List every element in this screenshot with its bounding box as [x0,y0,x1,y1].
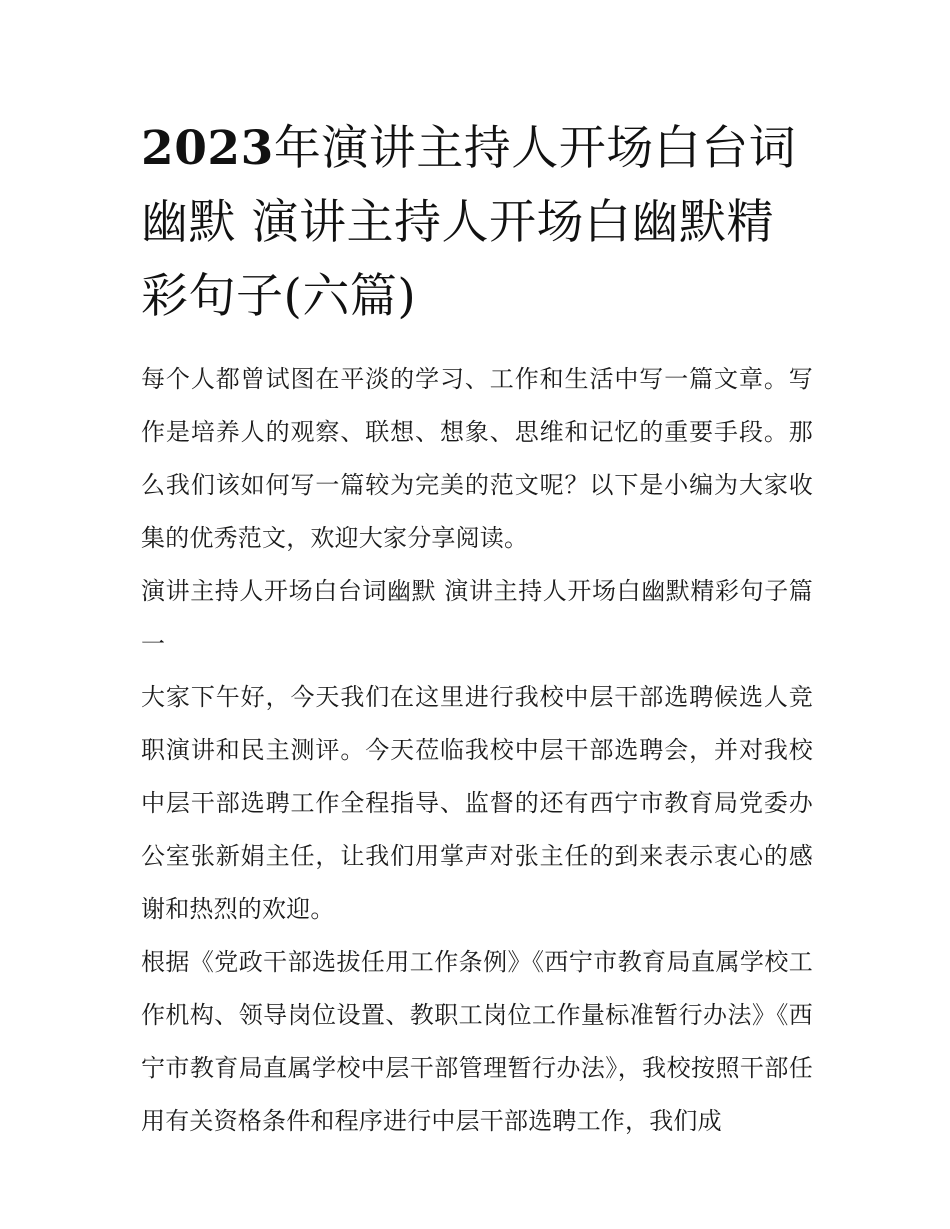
intro-paragraph: 每个人都曾试图在平淡的学习、工作和生活中写一篇文章。写作是培养人的观察、联想、想象、思维和记忆的重要手段。那么我们该如何写一篇较为完美的范文呢？以下是小编为大家收集的优秀范文，欢迎大家分享阅读。 [141,365,813,552]
body-paragraph: 根据《党政干部选拔任用工作条例》《西宁市教育局直属学校工作机构、领导岗位设置、教职工岗位工作量标准暂行办法》《西宁市教育局直属学校中层干部管理暂行办法》，我校按照干部任用有关资格条件和程序进行中层干部选聘工作，我们成 [141,948,813,1135]
title-text: 年演讲主持人开场白台词幽默 演讲主持人开场白幽默精彩句子(六篇) [141,121,797,324]
section-heading: 演讲主持人开场白台词幽默 演讲主持人开场白幽默精彩句子篇一 [141,577,813,658]
body-paragraph: 大家下午好，今天我们在这里进行我校中层干部选聘候选人竞职演讲和民主测评。今天莅临我校中层干部选聘会，并对我校中层干部选聘工作全程指导、监督的还有西宁市教育局党委办公室张新娟主任，让我们用掌声对张主任的到来表示衷心的感谢和热烈的欢迎。 [141,683,813,923]
document-body [141,353,813,1148]
document-page [141,112,813,1148]
title-year: 2023 [141,121,274,176]
document-title [141,112,813,334]
